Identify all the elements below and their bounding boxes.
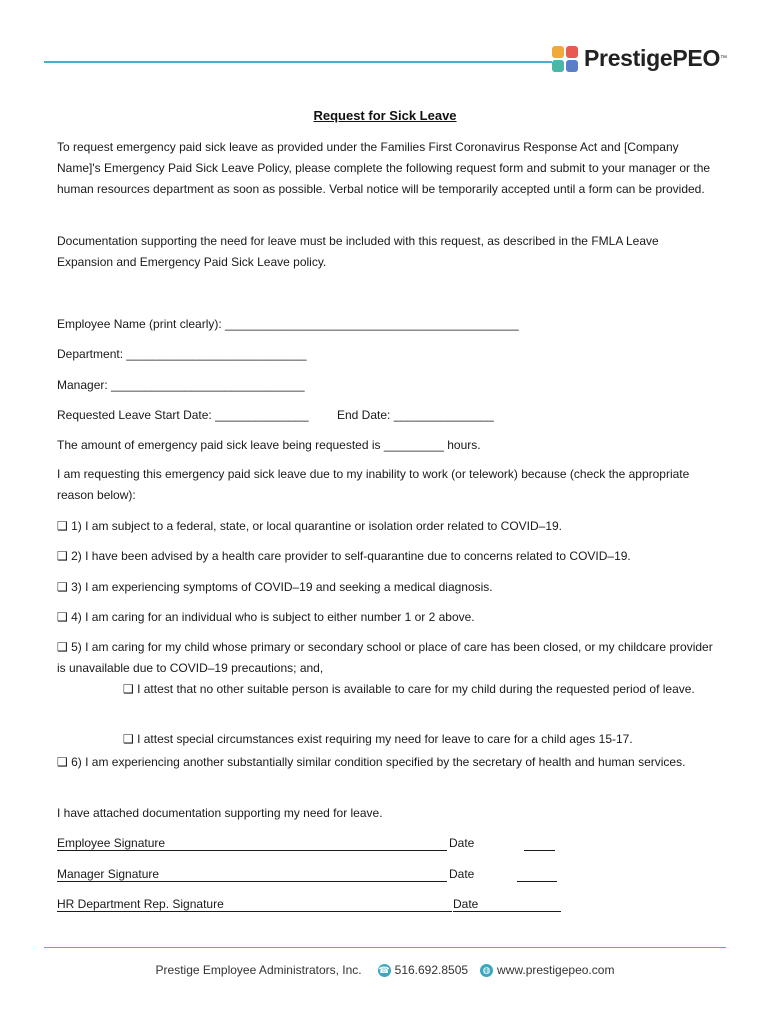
employee-name-field[interactable]: Employee Name (print clearly): ____________________________________________ bbox=[57, 317, 519, 331]
manager-signature-row[interactable] bbox=[57, 867, 567, 883]
manager-field[interactable]: Manager: _____________________________ bbox=[57, 378, 305, 392]
reason-1-checkbox[interactable]: ❑ 1) I am subject to a federal, state, or local quarantine or isolation order related to COVID–19. bbox=[57, 519, 563, 533]
phone-icon: ☎ bbox=[378, 964, 390, 975]
logo-mark-icon bbox=[552, 46, 578, 72]
globe-icon: ◍ bbox=[480, 964, 493, 977]
prestigepeo-logo bbox=[552, 45, 727, 72]
logo-text: PrestigePEO bbox=[584, 45, 721, 71]
employee-signature-row[interactable] bbox=[57, 836, 567, 852]
footer-company: Prestige Employee Administrators, Inc. bbox=[155, 963, 362, 977]
hr-signature-date-line bbox=[453, 911, 561, 912]
reason-4-checkbox[interactable]: ❑ 4) I am caring for an individual who is subject to either number 1 or 2 above. bbox=[57, 610, 475, 624]
footer-rule bbox=[44, 947, 726, 948]
start-date-field[interactable]: Requested Leave Start Date: ______________ bbox=[57, 408, 309, 422]
intro-paragraph: To request emergency paid sick leave as provided under the Families First Coronavirus Response Act and [Company Name]'s Emergency Paid Sick Leave Policy, please complete the following request form and submit to your manager or the human resources department as soon as possible. Verbal notice will be temporarily accepted until a form can be provided. bbox=[57, 140, 711, 196]
hr-signature-line bbox=[57, 911, 452, 912]
page-title: Request for Sick Leave bbox=[313, 108, 457, 123]
manager-signature-label: Manager Signature bbox=[57, 867, 160, 881]
manager-signature-date-label: Date bbox=[449, 867, 475, 881]
attached-statement: I have attached documentation supporting my need for leave. bbox=[57, 806, 383, 820]
footer bbox=[0, 963, 770, 977]
employee-signature-label: Employee Signature bbox=[57, 836, 166, 850]
manager-signature-line bbox=[57, 881, 447, 882]
department-field[interactable]: Department: ___________________________ bbox=[57, 347, 307, 361]
header-rule bbox=[44, 61, 552, 63]
hr-signature-date-label: Date bbox=[453, 897, 479, 911]
footer-phone[interactable]: 516.692.8505 bbox=[394, 963, 469, 977]
sub-reason-no-suitable-person-checkbox[interactable]: ❑ I attest that no other suitable person is available to care for my child during the requested period of leave. bbox=[123, 682, 695, 696]
logo-tm: ™ bbox=[720, 55, 728, 62]
reason-5-checkbox[interactable]: ❑ 5) I am caring for my child whose primary or secondary school or place of care has been closed, or my childcare provider is unavailable due to COVID–19 precautions; and, bbox=[57, 640, 713, 675]
footer-website-link[interactable]: www.prestigepeo.com bbox=[497, 963, 615, 977]
employee-signature-date-label: Date bbox=[449, 836, 475, 850]
leave-amount-field[interactable]: The amount of emergency paid sick leave being requested is _________ hours. bbox=[57, 438, 481, 452]
hr-signature-row[interactable] bbox=[57, 897, 567, 913]
documentation-paragraph: Documentation supporting the need for leave must be included with this request, as described in the FMLA Leave Expansion and Emergency Paid Sick Leave policy. bbox=[57, 234, 659, 269]
reason-2-checkbox[interactable]: ❑ 2) I have been advised by a health care provider to self-quarantine due to concerns related to COVID–19. bbox=[57, 549, 631, 563]
hr-signature-label: HR Department Rep. Signature bbox=[57, 897, 224, 911]
reason-6-checkbox[interactable]: ❑ 6) I am experiencing another substantially similar condition specified by the secretary of health and human services. bbox=[57, 755, 686, 769]
sub-reason-special-circumstances-checkbox[interactable]: ❑ I attest special circumstances exist requiring my need for leave to care for a child ages 15-17. bbox=[123, 732, 633, 746]
employee-signature-line bbox=[57, 850, 447, 851]
manager-signature-date-line bbox=[517, 881, 557, 882]
reason-intro: I am requesting this emergency paid sick leave due to my inability to work (or telework) because (check the appropriate reason below): bbox=[57, 467, 690, 502]
reason-3-checkbox[interactable]: ❑ 3) I am experiencing symptoms of COVID–19 and seeking a medical diagnosis. bbox=[57, 580, 493, 594]
employee-signature-date-line bbox=[524, 850, 555, 851]
end-date-field[interactable]: End Date: _______________ bbox=[337, 408, 494, 422]
